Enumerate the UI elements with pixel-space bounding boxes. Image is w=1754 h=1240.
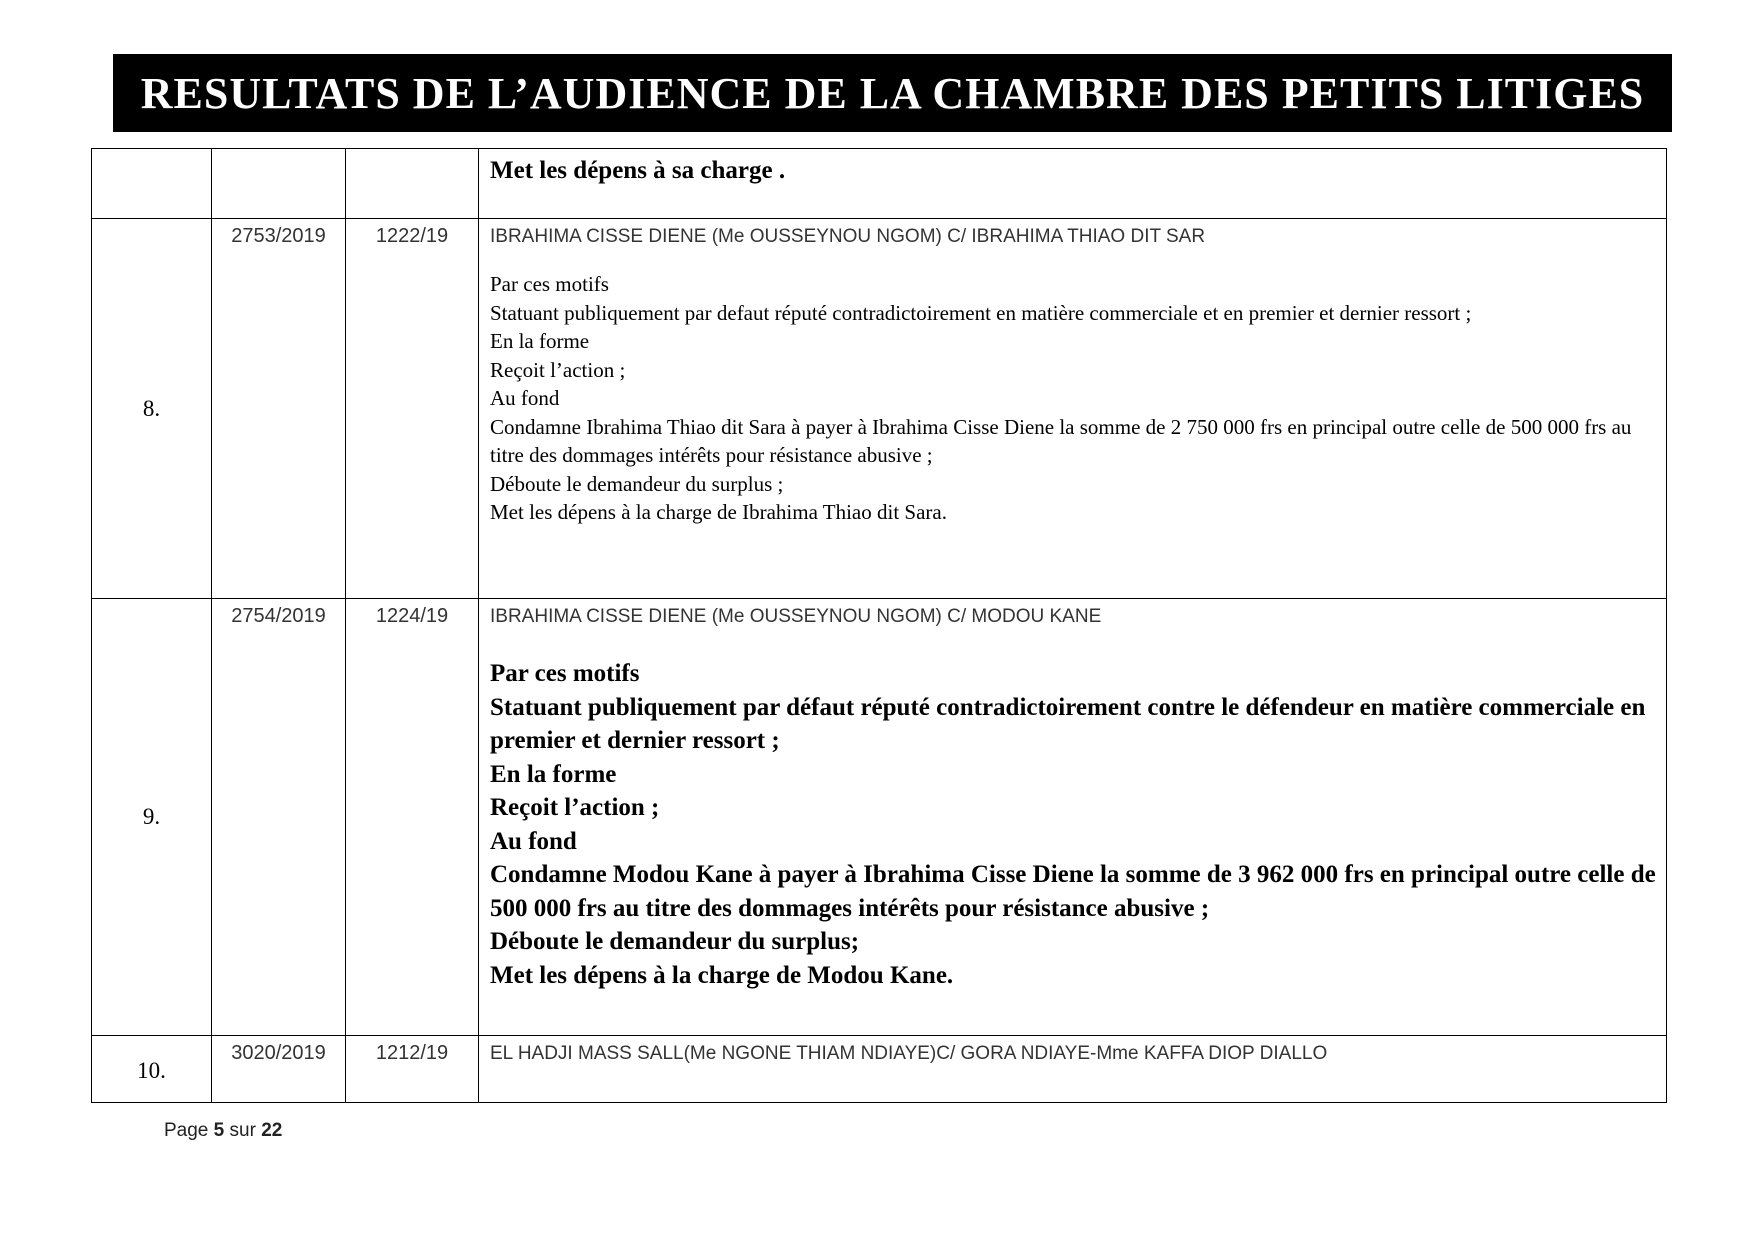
continuation-text: Met les dépens à sa charge .	[490, 157, 786, 184]
case-decision-number: 1212/19	[346, 1036, 479, 1103]
decision-line: Par ces motifs	[490, 660, 640, 687]
decision-line: Reçoit l’action ;	[490, 794, 660, 821]
page-label: Page	[164, 1120, 209, 1141]
cases-table	[91, 148, 1667, 1103]
page-number: 5	[213, 1120, 225, 1141]
case-rg-number: 2754/2019	[212, 599, 346, 1036]
case-content	[479, 219, 1667, 599]
case-decision-number: 1224/19	[346, 599, 479, 1036]
case-content	[479, 599, 1667, 1036]
case-parties: EL HADJI MASS SALL(Me NGONE THIAM NDIAYE)C/ GORA NDIAYE-Mme KAFFA DIOP DIALLO	[490, 1043, 1328, 1064]
case-number: 8.	[92, 219, 212, 599]
decision-line: Reçoit l’action ;	[490, 357, 626, 382]
case-decision	[490, 657, 1656, 992]
case-decision	[490, 270, 1656, 527]
case-content	[479, 1036, 1667, 1103]
page-total: 22	[261, 1120, 283, 1141]
decision-line: Condamne Modou Kane à payer à Ibrahima Cisse Diene la somme de 3 962 000 frs en principal outre celle de 500 000 frs au titre des dommages intérêts pour résistance abusive ;	[490, 861, 1656, 922]
table-row-case-10	[92, 1036, 1667, 1103]
decision-line: Condamne Ibrahima Thiao dit Sara à payer à Ibrahima Cisse Diene la somme de 2 750 000 frs en principal outre celle de 500 000 frs au titre des dommages intérêts pour résistance abusive ;	[490, 414, 1632, 467]
cell-decision-empty	[346, 149, 479, 219]
decision-line: Met les dépens à la charge de Modou Kane.	[490, 961, 954, 989]
decision-line: Statuant publiquement par defaut réputé contradictoirement en matière commerciale et en premier et dernier ressort ;	[490, 300, 1472, 325]
decision-line: Met les dépens à la charge de Ibrahima Thiao dit Sara.	[490, 500, 947, 524]
table-row-case-8	[92, 219, 1667, 599]
decision-line: Déboute le demandeur du surplus;	[490, 928, 860, 955]
page-footer	[164, 1120, 282, 1142]
decision-line: Déboute le demandeur du surplus ;	[490, 471, 784, 496]
case-rg-number: 3020/2019	[212, 1036, 346, 1103]
case-number: 9.	[92, 599, 212, 1036]
case-parties: IBRAHIMA CISSE DIENE (Me OUSSEYNOU NGOM) C/ MODOU KANE	[490, 606, 1102, 627]
decision-line: Au fond	[490, 386, 560, 410]
page-of-label: sur	[229, 1120, 256, 1141]
table-row-continuation	[92, 149, 1667, 219]
cell-rg-empty	[212, 149, 346, 219]
case-parties: IBRAHIMA CISSE DIENE (Me OUSSEYNOU NGOM) C/ IBRAHIMA THIAO DIT SAR	[490, 226, 1206, 247]
decision-line: Statuant publiquement par défaut réputé contradictoirement contre le défendeur en matière commerciale en premier et dernier ressort ;	[490, 693, 1646, 754]
page-header-banner	[113, 54, 1672, 132]
cell-continuation	[479, 149, 1667, 219]
decision-line: En la forme	[490, 760, 617, 788]
decision-line: Au fond	[490, 827, 577, 855]
table-row-case-9	[92, 599, 1667, 1036]
decision-line: Par ces motifs	[490, 272, 609, 296]
cell-number-empty	[92, 149, 212, 219]
case-number: 10.	[92, 1036, 212, 1103]
case-rg-number: 2753/2019	[212, 219, 346, 599]
case-decision-number: 1222/19	[346, 219, 479, 599]
page-title: RESULTATS DE L’AUDIENCE DE LA CHAMBRE DES PETITS LITIGES	[140, 68, 1645, 118]
decision-line: En la forme	[490, 329, 590, 353]
